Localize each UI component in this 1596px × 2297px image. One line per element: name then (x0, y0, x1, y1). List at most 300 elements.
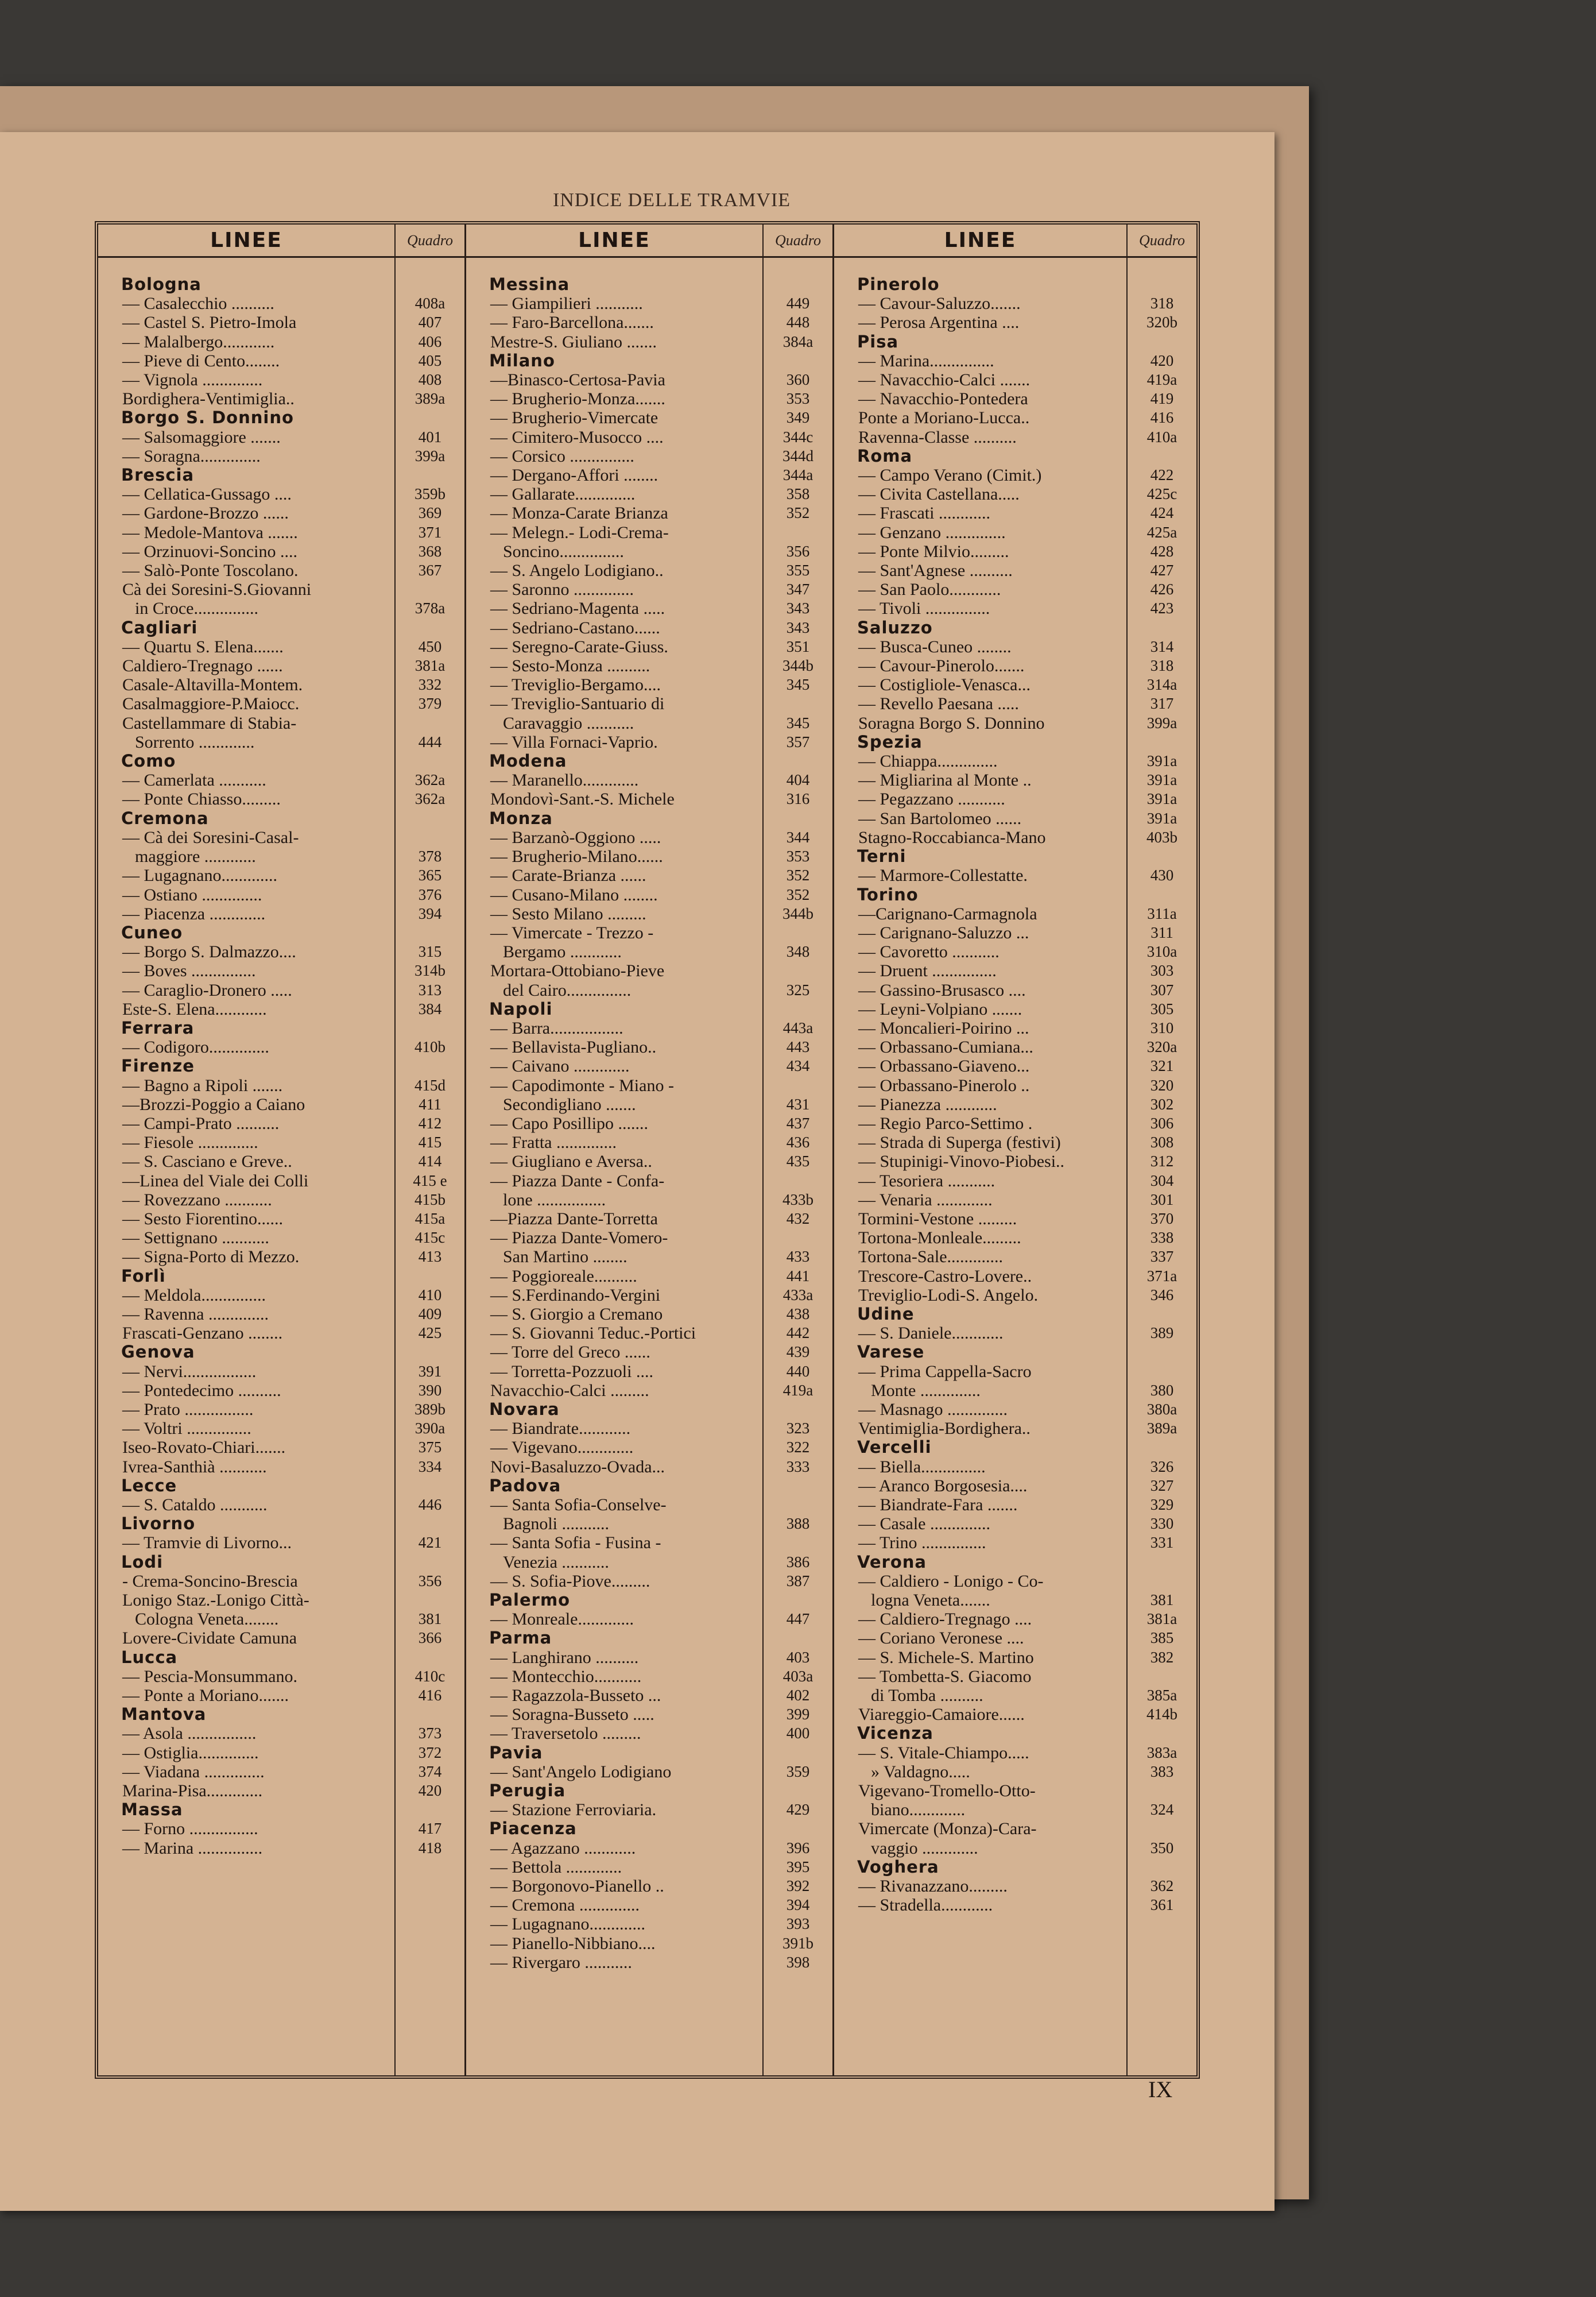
line-name: — Campo Verano (Cimit.) (858, 466, 1042, 485)
line-name: — San Bartolomeo ...... (858, 809, 1022, 828)
index-entry (98, 1095, 464, 1114)
quadro-number: 314a (1146, 676, 1177, 694)
quadro-number: 439 (786, 1343, 810, 1361)
index-entry (98, 1457, 464, 1476)
quadro-number: 343 (786, 600, 810, 617)
line-name: — Druent ............... (858, 961, 997, 981)
index-entry (466, 1610, 832, 1629)
line-name: Ferrara (121, 1018, 195, 1038)
line-name: — Bellavista-Pugliano.. (490, 1038, 657, 1057)
index-entry (834, 1133, 1196, 1152)
line-name: — Cremona .............. (490, 1896, 640, 1915)
line-name: in Croce............... (135, 599, 258, 618)
column-body (466, 258, 832, 2075)
index-entry (834, 809, 1196, 828)
line-name: — Stradella............ (858, 1896, 993, 1915)
city-heading (834, 847, 1196, 866)
index-entry (98, 1381, 464, 1400)
index-entry (834, 1419, 1196, 1438)
quadro-number: 434 (786, 1057, 810, 1075)
line-name: Novi-Basaluzzo-Ovada... (490, 1457, 665, 1476)
index-entry (98, 1762, 464, 1781)
index-entry (98, 294, 464, 313)
quadro-number: 320a (1146, 1038, 1177, 1056)
line-name: — Capo Posillipo ....... (490, 1113, 649, 1133)
index-entry (466, 904, 832, 923)
index-entry (98, 580, 464, 599)
line-name: Casale-Altavilla-Montem. (122, 675, 303, 695)
line-name: — Sedriano-Magenta ..... (490, 599, 665, 618)
quadro-number: 362a (415, 771, 446, 789)
index-entry (466, 1038, 832, 1057)
line-name: logna Veneta....... (871, 1591, 990, 1610)
quadro-number: 437 (786, 1114, 810, 1132)
line-name: —Carignano-Carmagnola (858, 904, 1037, 923)
quadro-number: 398 (786, 1953, 810, 1971)
quadro-number: 426 (1150, 581, 1174, 598)
line-name: Bergamo ............ (503, 942, 622, 962)
city-heading (98, 1343, 464, 1362)
line-name: — Montecchio........... (490, 1666, 642, 1686)
quadro-number: 441 (786, 1267, 810, 1285)
quadro-number: 378 (418, 848, 442, 865)
index-entry (466, 542, 832, 561)
line-name: Iseo-Rovato-Chiari....... (122, 1438, 286, 1457)
index-entry (466, 1800, 832, 1819)
line-name: — Cimitero-Musocco .... (490, 427, 664, 447)
line-name: Borgo S. Donnino (121, 408, 294, 428)
quadro-number: 326 (1150, 1457, 1174, 1475)
quadro-number: 390 (418, 1381, 442, 1399)
index-entry (466, 1762, 832, 1781)
line-name: — Cavour-Saluzzo....... (858, 294, 1021, 314)
index-entry (834, 866, 1196, 885)
quadro-number: 352 (786, 504, 810, 522)
line-name: Viareggio-Camaiore...... (858, 1705, 1025, 1724)
quadro-number: 350 (1150, 1839, 1174, 1857)
quadro-number: 376 (418, 885, 442, 903)
quadro-number: 324 (1150, 1801, 1174, 1819)
quadro-number: 443a (782, 1019, 814, 1037)
quadro-number: 414b (1146, 1706, 1177, 1723)
line-name: Monte .............. (871, 1380, 981, 1400)
index-entry (834, 1591, 1196, 1610)
quadro-number: 389b (415, 1400, 446, 1418)
quadro-number: 353 (786, 390, 810, 408)
quadro-number: 400 (786, 1724, 810, 1742)
line-name: Napoli (489, 999, 553, 1019)
quadro-number: 352 (786, 867, 810, 884)
line-name: Castellammare di Stabia- (122, 713, 297, 733)
line-name: Mantova (121, 1705, 207, 1724)
index-entry (466, 447, 832, 466)
city-heading (834, 1858, 1196, 1877)
line-name: — Sant'Angelo Lodigiano (490, 1762, 672, 1781)
index-entry (834, 1324, 1196, 1343)
line-name: — Rivergaro ........... (490, 1952, 632, 1972)
line-name: Ivrea-Santhià ........... (122, 1457, 267, 1476)
quadro-number: 415c (415, 1229, 446, 1247)
quadro-number: 417 (418, 1820, 442, 1838)
line-name: — Sesto-Monza .......... (490, 656, 650, 676)
city-heading (834, 1305, 1196, 1324)
quadro-number: 356 (418, 1572, 442, 1590)
line-name: — Stupinigi-Vinovo-Piobesi.. (858, 1152, 1065, 1171)
index-entry (834, 408, 1196, 427)
line-name: — Marina ............... (122, 1838, 263, 1858)
quadro-number: 444 (418, 733, 442, 751)
line-name: — Casale .............. (858, 1514, 990, 1534)
quadro-number: 355 (786, 562, 810, 579)
line-name: Mondovì-Sant.-S. Michele (490, 790, 675, 809)
line-name: — Fiesole .............. (122, 1133, 258, 1153)
quadro-number: 332 (418, 676, 442, 694)
line-name: — Brugherio-Monza....... (490, 389, 665, 409)
line-name: Caldiero-Tregnago ...... (122, 656, 283, 676)
line-name: — Tramvie di Livorno... (122, 1533, 292, 1553)
index-entry (98, 313, 464, 332)
line-name: — Sesto Fiorentino...... (122, 1209, 284, 1228)
index-entry (98, 1419, 464, 1438)
line-name: Novara (489, 1399, 560, 1419)
line-name: — Rovezzano ........... (122, 1190, 272, 1209)
index-entry (834, 1648, 1196, 1667)
quadro-number: 313 (418, 981, 442, 999)
line-name: — Orbassano-Pinerolo .. (858, 1076, 1030, 1095)
line-name: — Genzano .............. (858, 523, 1006, 542)
line-name: — Monza-Carate Brianza (490, 504, 668, 523)
index-entry (98, 485, 464, 504)
index-entry (834, 694, 1196, 713)
index-entry (466, 1896, 832, 1915)
index-entry (834, 1572, 1196, 1591)
city-heading (98, 1019, 464, 1038)
line-name: — Migliarina al Monte .. (858, 771, 1032, 790)
quadro-number: 344b (782, 657, 814, 675)
quadro-number: 365 (418, 867, 442, 884)
quadro-number: 330 (1150, 1515, 1174, 1533)
index-entry (466, 1114, 832, 1133)
quadro-number: 382 (1150, 1648, 1174, 1666)
header-quadro: Quadro (1139, 231, 1185, 249)
quadro-number: 424 (1150, 504, 1174, 522)
line-name: — Pescia-Monsummano. (122, 1666, 297, 1686)
line-name: Piacenza (489, 1819, 577, 1839)
city-heading (98, 408, 464, 427)
index-entry (466, 599, 832, 618)
line-name: — Traversetolo ......... (490, 1724, 641, 1743)
quadro-number: 415 (418, 1134, 442, 1151)
index-entry (98, 714, 464, 733)
line-name: — Cellatica-Gussago .... (122, 485, 292, 504)
column-body (834, 258, 1196, 2075)
quadro-number: 344 (786, 828, 810, 846)
index-entry (834, 1267, 1196, 1286)
quadro-number: 395 (786, 1858, 810, 1876)
line-name: — Melegn.- Lodi-Crema- (490, 523, 669, 542)
line-name: — Caivano ............. (490, 1057, 630, 1076)
index-entry (834, 1000, 1196, 1019)
index-entry (834, 428, 1196, 447)
quadro-number: 372 (418, 1743, 442, 1761)
line-name: — Pianello-Nibbiano.... (490, 1933, 656, 1953)
city-heading (98, 923, 464, 942)
city-heading (98, 1800, 464, 1819)
line-name: — S. Michele-S. Martino (858, 1648, 1034, 1667)
line-name: — Rivanazzano......... (858, 1877, 1008, 1896)
index-entry (98, 847, 464, 866)
header-linee: LINEE (98, 225, 396, 256)
index-entry (466, 1247, 832, 1266)
quadro-number: 325 (786, 981, 810, 999)
index-entry (466, 1553, 832, 1572)
quadro-number: 308 (1150, 1134, 1174, 1151)
quadro-number: 391a (1146, 752, 1177, 770)
index-entry (98, 733, 464, 752)
index-entry (466, 1457, 832, 1476)
line-name: — Borgo S. Dalmazzo.... (122, 942, 296, 962)
index-entry (834, 1629, 1196, 1648)
line-name: — Coriano Veronese .... (858, 1629, 1024, 1648)
city-heading (834, 1724, 1196, 1743)
index-entry (466, 1686, 832, 1705)
index-entry (834, 1819, 1196, 1838)
line-name: Venezia ........... (503, 1552, 609, 1572)
line-name: — Casalecchio .......... (122, 294, 274, 314)
index-entry (834, 1019, 1196, 1038)
quadro-number: 310a (1146, 943, 1177, 961)
index-entry (834, 351, 1196, 370)
quadro-number: 380 (1150, 1381, 1174, 1399)
line-name: — Quartu S. Elena....... (122, 637, 284, 656)
line-name: — Cavoretto ........... (858, 942, 1000, 962)
quadro-number: 360 (786, 371, 810, 389)
quadro-number: 367 (418, 562, 442, 579)
line-name: Ravenna-Classe .......... (858, 427, 1017, 447)
line-name: — Caldiero - Lonigo - Co- (858, 1571, 1044, 1591)
index-entry (466, 1324, 832, 1343)
line-name: — Fratta .............. (490, 1133, 617, 1153)
line-name: — Vigevano............. (490, 1438, 634, 1457)
line-name: — Gallarate.............. (490, 485, 636, 504)
line-name: — Venaria ............. (858, 1190, 993, 1209)
index-entry (98, 1724, 464, 1743)
quadro-number: 435 (786, 1153, 810, 1170)
index-entry (834, 466, 1196, 485)
quadro-number: 311 (1150, 923, 1173, 941)
index-entry (466, 1209, 832, 1228)
line-name: — Aranco Borgosesia.... (858, 1476, 1028, 1495)
header-quadro: Quadro (407, 231, 453, 249)
index-entry (466, 1133, 832, 1152)
line-name: Cà dei Soresini-S.Giovanni (122, 580, 312, 600)
index-entry (834, 1400, 1196, 1419)
quadro-number: 389 (1150, 1324, 1174, 1342)
index-entry (466, 466, 832, 485)
quadro-number: 317 (1150, 695, 1174, 713)
line-name: — Codigoro.............. (122, 1038, 269, 1057)
quadro-number: 381a (415, 657, 446, 675)
quadro-number: 422 (1150, 466, 1174, 484)
line-name: Vercelli (857, 1438, 932, 1457)
quadro-number: 425a (1146, 523, 1177, 541)
index-entry (466, 1533, 832, 1552)
line-name: — Maranello............. (490, 771, 639, 790)
quadro-number: 337 (1150, 1248, 1174, 1266)
quadro-number: 344c (782, 428, 814, 446)
index-entry (466, 961, 832, 980)
line-name: Roma (857, 446, 913, 466)
index-entry (466, 1953, 832, 1972)
line-name: Tortona-Monleale......... (858, 1228, 1021, 1248)
index-entry (834, 1610, 1196, 1629)
line-name: Bordighera-Ventimiglia.. (122, 389, 295, 409)
line-name: Massa (121, 1800, 183, 1820)
city-heading (466, 1400, 832, 1419)
index-entry (834, 828, 1196, 847)
index-entry (834, 1896, 1196, 1915)
quadro-number: 405 (418, 351, 442, 369)
quadro-number: 411 (419, 1095, 441, 1113)
index-entry (834, 1362, 1196, 1381)
line-name: — Regio Parco-Settimo . (858, 1113, 1033, 1133)
city-heading (834, 618, 1196, 637)
quadro-number: 448 (786, 314, 810, 331)
city-heading (98, 1553, 464, 1572)
city-heading (834, 1343, 1196, 1362)
index-entry (834, 1495, 1196, 1514)
quadro-number: 361 (1150, 1896, 1174, 1914)
line-name: — Cavour-Pinerolo....... (858, 656, 1025, 676)
quadro-number: 369 (418, 504, 442, 522)
index-entry (98, 1839, 464, 1858)
line-name: — Vignola .............. (122, 370, 263, 390)
quadro-number: 366 (418, 1629, 442, 1647)
line-name: — Medole-Mantova ....... (122, 523, 298, 542)
index-entry (834, 790, 1196, 809)
quadro-number: 305 (1150, 1000, 1174, 1018)
quadro-number: 407 (418, 314, 442, 331)
line-name: — Ponte Chiasso......... (122, 790, 281, 809)
index-entry (466, 1705, 832, 1724)
quadro-number: 388 (786, 1515, 810, 1533)
index-entry (98, 1286, 464, 1305)
quadro-number: 348 (786, 943, 810, 961)
line-name: Pavia (489, 1743, 543, 1762)
line-name: Ponte a Moriano-Lucca.. (858, 408, 1030, 428)
index-entry (466, 1305, 832, 1324)
line-name: maggiore ............ (135, 847, 256, 867)
index-entry (98, 1000, 464, 1019)
index-entry (834, 923, 1196, 942)
line-name: — Torretta-Pozzuoli .... (490, 1362, 653, 1381)
line-name: — San Paolo............ (858, 580, 1001, 600)
line-name: — Viadana .............. (122, 1762, 265, 1781)
line-name: — Villa Fornaci-Vaprio. (490, 732, 658, 752)
index-entry (466, 942, 832, 961)
index-entry (98, 961, 464, 980)
quadro-number: 370 (1150, 1209, 1174, 1227)
index-entry (834, 1114, 1196, 1133)
quadro-number: 421 (418, 1534, 442, 1552)
quadro-number: 419a (782, 1381, 814, 1399)
index-entry (98, 694, 464, 713)
line-name: — Saronno .............. (490, 580, 634, 600)
quadro-number: 301 (1150, 1190, 1174, 1208)
line-name: Secondigliano ....... (503, 1095, 636, 1114)
line-name: — Biandrate............ (490, 1419, 631, 1438)
quadro-number: 379 (418, 695, 442, 713)
line-name: — Navacchio-Calci ....... (858, 370, 1031, 390)
quadro-number: 423 (1150, 600, 1174, 617)
index-entry (834, 370, 1196, 389)
line-name: — Marina............... (858, 351, 994, 370)
quadro-number: 432 (786, 1209, 810, 1227)
line-name: — Agazzano ............ (490, 1838, 636, 1858)
column-body (98, 258, 464, 2075)
line-name: Lonigo Staz.-Lonigo Città- (122, 1591, 309, 1610)
quadro-number: 403a (782, 1667, 814, 1685)
line-name: — Tesoriera ........... (858, 1171, 995, 1190)
index-entry (834, 942, 1196, 961)
line-name: Perugia (489, 1781, 566, 1801)
quadro-number: 393 (786, 1915, 810, 1933)
index-entry (98, 389, 464, 408)
index-entry (834, 675, 1196, 694)
line-name: — Ponte Milvio......... (858, 542, 1009, 561)
header-linee: LINEE (466, 225, 764, 256)
line-name: — S. Casciano e Greve.. (122, 1152, 292, 1171)
quadro-number: 371a (1146, 1267, 1177, 1285)
city-heading (98, 1514, 464, 1533)
quadro-number: 385a (1146, 1687, 1177, 1704)
line-name: — Giugliano e Aversa.. (490, 1152, 652, 1171)
quadro-number: 450 (418, 637, 442, 655)
index-table (95, 221, 1200, 2079)
line-name: — Orbassano-Giaveno... (858, 1057, 1030, 1076)
line-name: — Santa Sofia-Conselve- (490, 1495, 667, 1514)
line-name: del Cairo............... (503, 980, 632, 1000)
quadro-number: 358 (786, 485, 810, 503)
quadro-number: 385 (1150, 1629, 1174, 1647)
index-entry (466, 1915, 832, 1933)
index-entry (466, 1057, 832, 1076)
index-entry (466, 733, 832, 752)
line-name: Treviglio-Lodi-S. Angelo. (858, 1285, 1039, 1305)
line-name: — Bettola ............. (490, 1857, 622, 1877)
line-name: Torino (857, 885, 919, 904)
quadro-number: 408 (418, 371, 442, 389)
index-entry (98, 1686, 464, 1705)
index-entry (834, 1247, 1196, 1266)
line-name: — Biandrate-Fara ....... (858, 1495, 1018, 1514)
line-name: — Barra................. (490, 1018, 623, 1038)
index-entry (466, 637, 832, 656)
line-name: — Busca-Cuneo ........ (858, 637, 1012, 656)
index-entry (98, 1743, 464, 1762)
quadro-number: 415d (415, 1076, 446, 1094)
quadro-number: 410b (415, 1038, 446, 1056)
city-heading (466, 1819, 832, 1838)
quadro-number: 433a (782, 1286, 814, 1304)
city-heading (466, 1781, 832, 1800)
index-entry (466, 389, 832, 408)
index-entry (834, 389, 1196, 408)
index-entry (98, 1572, 464, 1591)
quadro-number: 323 (786, 1420, 810, 1437)
quadro-number: 413 (418, 1248, 442, 1266)
index-entry (834, 1686, 1196, 1705)
